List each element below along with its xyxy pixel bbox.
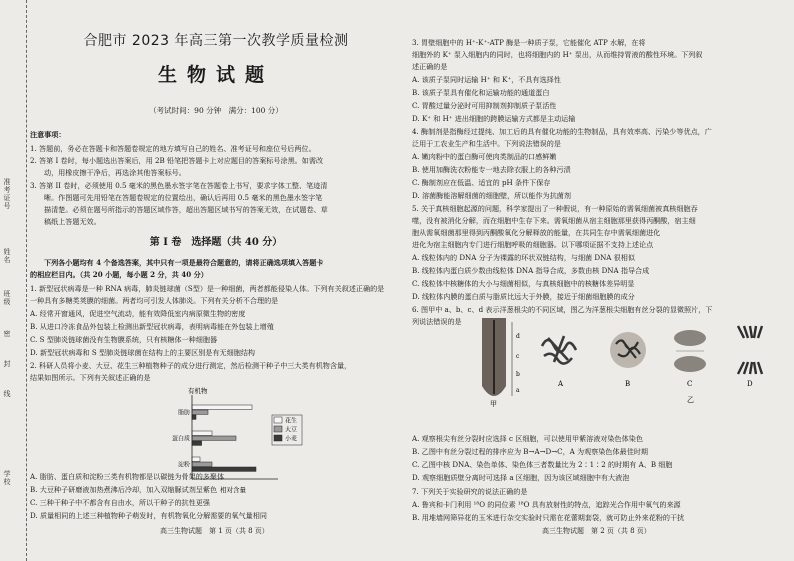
q6-option: B. 乙图中有丝分裂过程的排序应为 B→A→D→C，A 为观察染色体最佳时期: [412, 447, 648, 456]
binding-label: 学校: [3, 470, 11, 486]
cell-label: C: [687, 380, 693, 388]
binding-label: 密: [3, 330, 11, 338]
cell-label: B: [625, 380, 631, 388]
bar: [192, 436, 236, 440]
q1-stem: 一种具有多糖类荚膜的细菌。两者均可引发人体肺炎。下列有关分析不合理的是: [30, 296, 279, 305]
subject-title: 生物试题: [157, 64, 274, 86]
daughter-chromatin: [674, 330, 706, 346]
x-axis-label: 相对含量: [220, 486, 246, 494]
q2-option: C. 三种干种子中不都含有自由水，所以干种子的抗性更强: [30, 498, 210, 507]
q3-stem: 3. 胃壁细胞中的 H⁺-K⁺-ATP 酶是一种质子泵，它能催化 ATP 水解，在将: [412, 38, 646, 47]
left-column: [30, 0, 402, 561]
q5-stem: 胞从需氧细菌那里得到丙酮酸氧化分解释放的能量，在共同生存中需氧细菌进化: [412, 228, 661, 237]
q5-option: B. 线粒体内蛋白质少数由线粒体 DNA 指导合成，多数由核 DNA 指导合成: [412, 266, 650, 275]
q2-option: B. 大豆种子研磨液加热煮沸后冷却，加入双缩脲试剂呈紫色: [30, 485, 218, 494]
category-label: 脂肪: [177, 409, 190, 417]
q6-stem: 6. 图甲中 a、b、c、d 表示洋葱根尖的不同区域，图乙为洋葱根尖细胞有丝分裂的显微照片，下: [412, 305, 713, 314]
q1-stem: 1. 新型冠状病毒是一种 RNA 病毒，肺炎链球菌（S型）是一种细菌，两者都能侵染人体。下列有关叙述正确的是: [30, 284, 385, 293]
q5-stem: 进化为宿主细胞内专门进行细胞呼吸的细胞器。以下哪项证据不支持上述论点: [412, 240, 654, 249]
bar: [192, 441, 202, 445]
bar: [192, 410, 208, 414]
bar: [192, 415, 196, 419]
page-footer: 高三生物试题 第 1 页（共 8 页）: [160, 527, 269, 535]
q4-option: C. 酶制剂应在低温、适宜的 pH 条件下保存: [412, 178, 551, 187]
q7-stem: 7. 下列关于实验研究的说法正确的是: [412, 487, 528, 496]
section-intro: 下列各小题均有 4 个备选答案，其中只有一项是最符合题意的，请将正确选项填入答题卡: [44, 258, 324, 267]
q2-stem: 2. 科研人员将小麦、大豆、花生三种植物种子的成分进行测定，然后检测干种子中三大类有机物含量，: [30, 361, 352, 370]
root-tip-figure: [482, 318, 520, 408]
q2-option: A. 脂肪、蛋白质和淀粉三类有机物都是以碳链为骨架的多聚体: [30, 472, 225, 481]
section-title: 第 I 卷 选择题（共 40 分）: [149, 237, 283, 248]
y-axis-label: 有机物: [188, 387, 208, 395]
chromosome-mark: [542, 336, 576, 364]
q2-stem: 结果如图所示。下列有关叙述正确的是: [30, 373, 151, 382]
bar: [192, 457, 200, 461]
legend-swatch: [274, 417, 282, 423]
note-line: 描清楚。必须在题号所指示的答题区域作答，超出答题区域书写的答案无效，在试题卷、草: [44, 205, 328, 214]
q4-stem: 4. 酶制剂是指酶经过提纯、加工后的具有催化功能的生物制品，具有效率高、污染少等优点，广: [412, 127, 712, 136]
category-label: 淀粉: [177, 461, 190, 469]
q6-option: D. 观察细胞质壁分离时可选择 a 区细胞，因为该区域细胞中有大液泡: [412, 473, 630, 482]
bar: [192, 467, 256, 471]
daughter-chromatin: [674, 356, 706, 372]
q1-option: C. S 型肺炎链球菌没有生物膜系统，只有核糖体一种细胞器: [30, 335, 218, 344]
cell-label: A: [558, 380, 564, 388]
bar: [192, 405, 252, 409]
note-line: 稿纸上答题无效。: [44, 217, 101, 226]
right-column: [412, 0, 788, 561]
cell-c: [674, 330, 706, 388]
q1-option: A. 经常开窗通风，促进空气流动，能有效降低室内病原微生物的密度: [30, 309, 246, 318]
zone-label: b: [516, 371, 520, 378]
figure-label-jia: 甲: [490, 400, 497, 408]
legend-label: 小麦: [285, 435, 298, 443]
time-note: （考试时间：90 分钟 满分：100 分）: [149, 106, 283, 115]
note-line: 1. 答题前，务必在答题卡和答题卷规定的地方填写自己的姓名、准考证号和座位号后两位。: [30, 144, 316, 153]
note-line: 2. 答第 I 卷时，每小题选出答案后，用 2B 铅笔把答题卡上对应题目的答案标号涂黑。如需改: [30, 156, 324, 165]
cell-body: [610, 332, 646, 368]
q4-option: B. 使用加酶洗衣粉能专一地去除衣服上的各种污渍: [412, 165, 571, 174]
q3-option: C. 胃酸过量分泌时可用抑制剂抑制质子泵活性: [412, 101, 557, 110]
binding-label: 班级: [3, 290, 11, 306]
legend-swatch: [274, 435, 282, 441]
q5-option: A. 线粒体内的 DNA 分子为裸露的环状双链结构，与细菌 DNA 很相似: [412, 253, 635, 262]
q5-stem: 噬，没有被消化分解，而在细胞中生存下来。需氧细菌从宿主细胞那里获得丙酮酸，宿主细: [412, 216, 696, 225]
q6-stem: 列说法错误的是: [412, 317, 462, 326]
cell-d: [738, 326, 762, 388]
binding-strip: [0, 0, 27, 561]
category-label: 蛋白质: [171, 435, 190, 443]
q3-option: A. 该质子泵同时运输 H⁺ 和 K⁺，不具有选择性: [412, 75, 561, 84]
notes-heading: 注意事项：: [30, 130, 66, 139]
q1-option: D. 新型冠状病毒和 S 型肺炎链球菌在结构上的主要区别是有无细胞结构: [30, 348, 256, 357]
cell-a: [542, 336, 576, 388]
page-footer: 高三生物试题 第 2 页（共 8 页）: [542, 527, 651, 535]
q6-figure: [452, 316, 782, 408]
q6-option: A. 观察根尖有丝分裂时应选择 c 区细胞，可以使用甲紫溶液对染色体染色: [412, 434, 643, 443]
exam-title: 合肥市 2023 年高三第一次教学质量检测: [83, 33, 349, 49]
binding-label: 封: [3, 360, 11, 368]
bar: [192, 462, 212, 466]
q4-stem: 泛用于工农业生产和生活中。下列说法错误的是: [412, 139, 561, 148]
q5-stem: 5. 关于真核细胞起源的问题，科学家提出了一种假说，有一种原始的需氧细菌被真核细胞吞: [412, 204, 698, 213]
q6-option: C. 乙图中核 DNA、染色单体、染色体三者数量比为 2∶1∶2 的时期有 A、B 细胞: [412, 460, 673, 469]
q3-stem: 述正确的是: [412, 62, 448, 71]
legend-label: 花生: [285, 417, 298, 425]
note-line: 动，用橡皮擦干净后，再选涂其他答案标号。: [44, 168, 186, 177]
q4-option: D. 溶菌酶能溶解细菌的细胞壁，所以能作为抗菌剂: [412, 191, 571, 200]
q1-option: B. 从进口冷冻食品外包装上检测出新型冠状病毒，表明病毒能在外包装上增殖: [30, 322, 274, 331]
q5-option: D. 线粒体内膜的蛋白质与脂质比远大于外膜，接近于细菌细胞膜的成分: [412, 292, 635, 301]
q3-option: D. K⁺ 和 H⁺ 进出细胞的跨膜运输方式都是主动运输: [412, 114, 576, 123]
cell-label: D: [747, 380, 753, 388]
legend-label: 大豆: [285, 426, 298, 434]
q4-option: A. 嫩肉粉中的蛋白酶可使肉类制品的口感鲜嫩: [412, 152, 557, 161]
figure-label-yi: 乙: [687, 396, 694, 404]
q3-stem: 细胞外的 K⁺ 泵入细胞内的同时，也将细胞内的 H⁺ 泵出，从而维持胃液的酸性环境。下列叙: [412, 50, 703, 59]
chromosome-mark: [738, 326, 762, 374]
q2-option: D. 质量相同的上述三种植物种子萌发时，有机物氧化分解需要的氧气量相同: [30, 511, 267, 520]
section-intro: 的相应栏目内。（共 20 小题，每小题 2 分，共 40 分）: [30, 270, 208, 279]
binding-label: 准考证号: [3, 178, 11, 210]
note-line: 3. 答第 II 卷时，必须使用 0.5 毫米的黑色墨水签字笔在答题卷上书写，要求字体工整、笔迹清: [30, 181, 328, 190]
zone-label: d: [516, 333, 520, 340]
q5-option: C. 线粒体中核糖体的大小与细菌相似，与真核细胞中的核糖体差异明显: [412, 279, 635, 288]
zone-label: a: [516, 387, 520, 394]
q7-option: A. 鲁宾和卡门利用 ¹⁸O 的同位素 ¹⁸O 具有放射性的特点，追踪光合作用中氧气的来源: [412, 500, 681, 509]
q3-option: B. 该质子泵具有催化和运输功能的通道蛋白: [412, 88, 550, 97]
q7-option: B. 用堆墙网筛异花的玉米进行杂交实验时只需在花蕾期套袋，就可防止外来花粉的干扰: [412, 513, 685, 522]
zone-label: c: [516, 353, 520, 360]
binding-label: 线: [3, 390, 11, 398]
legend-swatch: [274, 426, 282, 432]
cell-b: [610, 332, 646, 388]
binding-label: 姓名: [3, 248, 11, 264]
bar: [192, 431, 212, 435]
note-line: 晰。作图题可先用铅笔在答题卷规定的位置绘出，确认后再用 0.5 毫米的黑色墨水签字笔: [44, 193, 323, 202]
